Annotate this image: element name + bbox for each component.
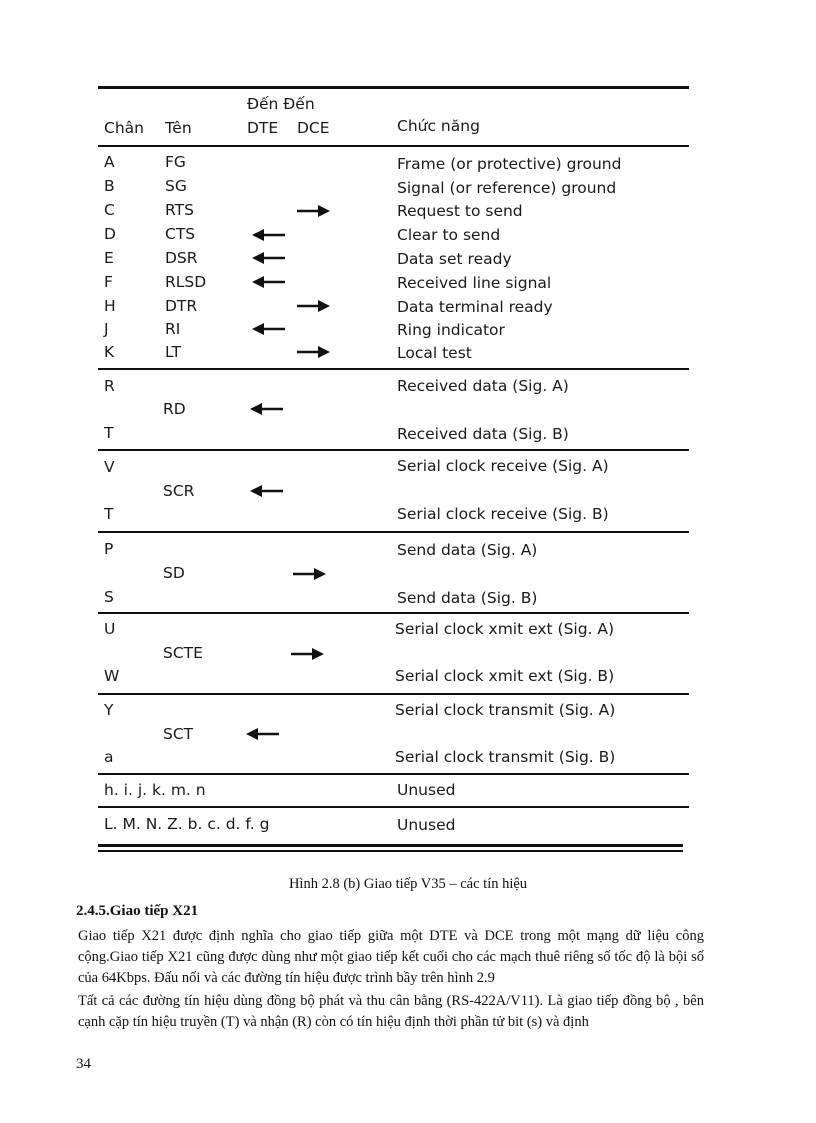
name-cell: RTS — [165, 201, 194, 219]
function-cell: Ring indicator — [397, 321, 505, 339]
function-cell: Serial clock transmit (Sig. B) — [395, 748, 616, 766]
pin-cell: K — [104, 343, 115, 361]
pin-cell: E — [104, 249, 114, 267]
pin-cell: V — [104, 458, 115, 476]
page-number: 34 — [76, 1056, 91, 1072]
table-bottom-rule-2 — [98, 850, 683, 852]
name-cell: DTR — [165, 297, 198, 315]
function-cell: Serial clock xmit ext (Sig. A) — [395, 620, 615, 638]
group-rule — [98, 531, 689, 533]
arrow-right-icon — [290, 648, 324, 660]
function-cell: Serial clock xmit ext (Sig. B) — [395, 667, 615, 685]
pin-cell: T — [104, 505, 114, 523]
function-cell: Send data (Sig. A) — [397, 541, 538, 559]
function-cell: Serial clock receive (Sig. B) — [397, 505, 609, 523]
header-den-line1: Đến Đến — [247, 95, 315, 113]
pin-cell: R — [104, 377, 115, 395]
header-dte: DTE — [247, 119, 279, 137]
name-cell: RI — [165, 320, 181, 338]
function-cell: Unused — [397, 816, 456, 834]
name-cell: SCR — [163, 482, 195, 500]
arrow-right-icon — [296, 205, 330, 217]
row-rule — [98, 806, 689, 808]
arrow-left-icon — [252, 229, 286, 241]
pin-cell: C — [104, 201, 115, 219]
table-bottom-rule — [98, 844, 683, 847]
name-cell: CTS — [165, 225, 196, 243]
name-cell: FG — [165, 153, 186, 171]
header-chan: Chân — [104, 119, 144, 137]
name-cell: SCT — [163, 725, 194, 743]
name-cell: RD — [163, 400, 186, 418]
arrow-right-icon — [296, 300, 330, 312]
group-rule — [98, 612, 689, 614]
group-rule — [98, 773, 689, 775]
function-cell: Received data (Sig. A) — [397, 377, 569, 395]
function-cell: Frame (or protective) ground — [397, 155, 622, 173]
arrow-left-icon — [250, 403, 284, 415]
arrow-left-icon — [252, 276, 286, 288]
function-cell: Unused — [397, 781, 456, 799]
function-cell: Received data (Sig. B) — [397, 425, 569, 443]
pin-cell: W — [104, 667, 120, 685]
header-ten: Tên — [165, 119, 192, 137]
pin-cell: A — [104, 153, 115, 171]
arrow-right-icon — [292, 568, 326, 580]
name-cell: SCTE — [163, 644, 203, 662]
body-paragraph: Giao tiếp X21 được định nghĩa cho giao tiếp giữa một DTE và DCE trong một mạng dữ liệu công cộng.Giao tiếp X21 cũng được dùng như một giao tiếp kết cuối cho các mạch thuê riêng số tốc độ là bội số của 64Kbps. Đấu nối và các đường tín hiệu được trình bầy trên hình 2.9 — [78, 928, 704, 986]
pin-cell: T — [104, 424, 114, 442]
name-cell: SG — [165, 177, 187, 195]
header-rule — [98, 145, 689, 147]
arrow-left-icon — [252, 252, 286, 264]
arrow-left-icon — [250, 485, 284, 497]
name-cell: SD — [163, 564, 185, 582]
function-cell: Data terminal ready — [397, 298, 553, 316]
pin-cell: H — [104, 297, 116, 315]
function-cell: Received line signal — [397, 274, 552, 292]
pin-cell: D — [104, 225, 116, 243]
function-cell: Serial clock receive (Sig. A) — [397, 457, 609, 475]
header-dce: DCE — [297, 119, 330, 137]
function-cell: Request to send — [397, 202, 523, 220]
arrow-right-icon — [296, 346, 330, 358]
pin-cell: P — [104, 540, 114, 558]
pin-cell: F — [104, 273, 113, 291]
name-cell: LT — [165, 343, 181, 361]
pin-cell: U — [104, 620, 116, 638]
function-cell: Data set ready — [397, 250, 512, 268]
pin-cell: a — [104, 748, 114, 766]
section-heading: 2.4.5.Giao tiếp X21 — [76, 903, 199, 919]
pin-cell: S — [104, 588, 114, 606]
pins-cell: h. i. j. k. m. n — [104, 781, 206, 799]
arrow-left-icon — [252, 323, 286, 335]
function-cell: Send data (Sig. B) — [397, 589, 538, 607]
table-top-rule — [98, 86, 689, 89]
body-paragraph: Tất cả các đường tín hiệu dùng đồng bộ phát và thu cân bằng (RS-422A/V11). Là giao tiếp đồng bộ , bên cạnh cặp tín hiệu truyền (T) và nhận (R) còn có tín hiệu định thời phần tử bit (s) và định — [78, 993, 704, 1030]
function-cell: Signal (or reference) ground — [397, 179, 617, 197]
group-rule — [98, 449, 689, 451]
pin-cell: Y — [104, 701, 114, 719]
pin-cell: J — [104, 320, 109, 338]
name-cell: RLSD — [165, 273, 207, 291]
figure-caption: Hình 2.8 (b) Giao tiếp V35 – các tín hiệu — [288, 876, 528, 892]
pin-cell: B — [104, 177, 115, 195]
name-cell: DSR — [165, 249, 198, 267]
row-rule — [98, 368, 689, 370]
function-cell: Serial clock transmit (Sig. A) — [395, 701, 616, 719]
header-chuc-nang: Chức năng — [397, 117, 480, 135]
arrow-left-icon — [246, 728, 280, 740]
pins-cell: L. M. N. Z. b. c. d. f. g — [104, 815, 270, 833]
function-cell: Clear to send — [397, 226, 501, 244]
function-cell: Local test — [397, 344, 472, 362]
group-rule — [98, 693, 689, 695]
